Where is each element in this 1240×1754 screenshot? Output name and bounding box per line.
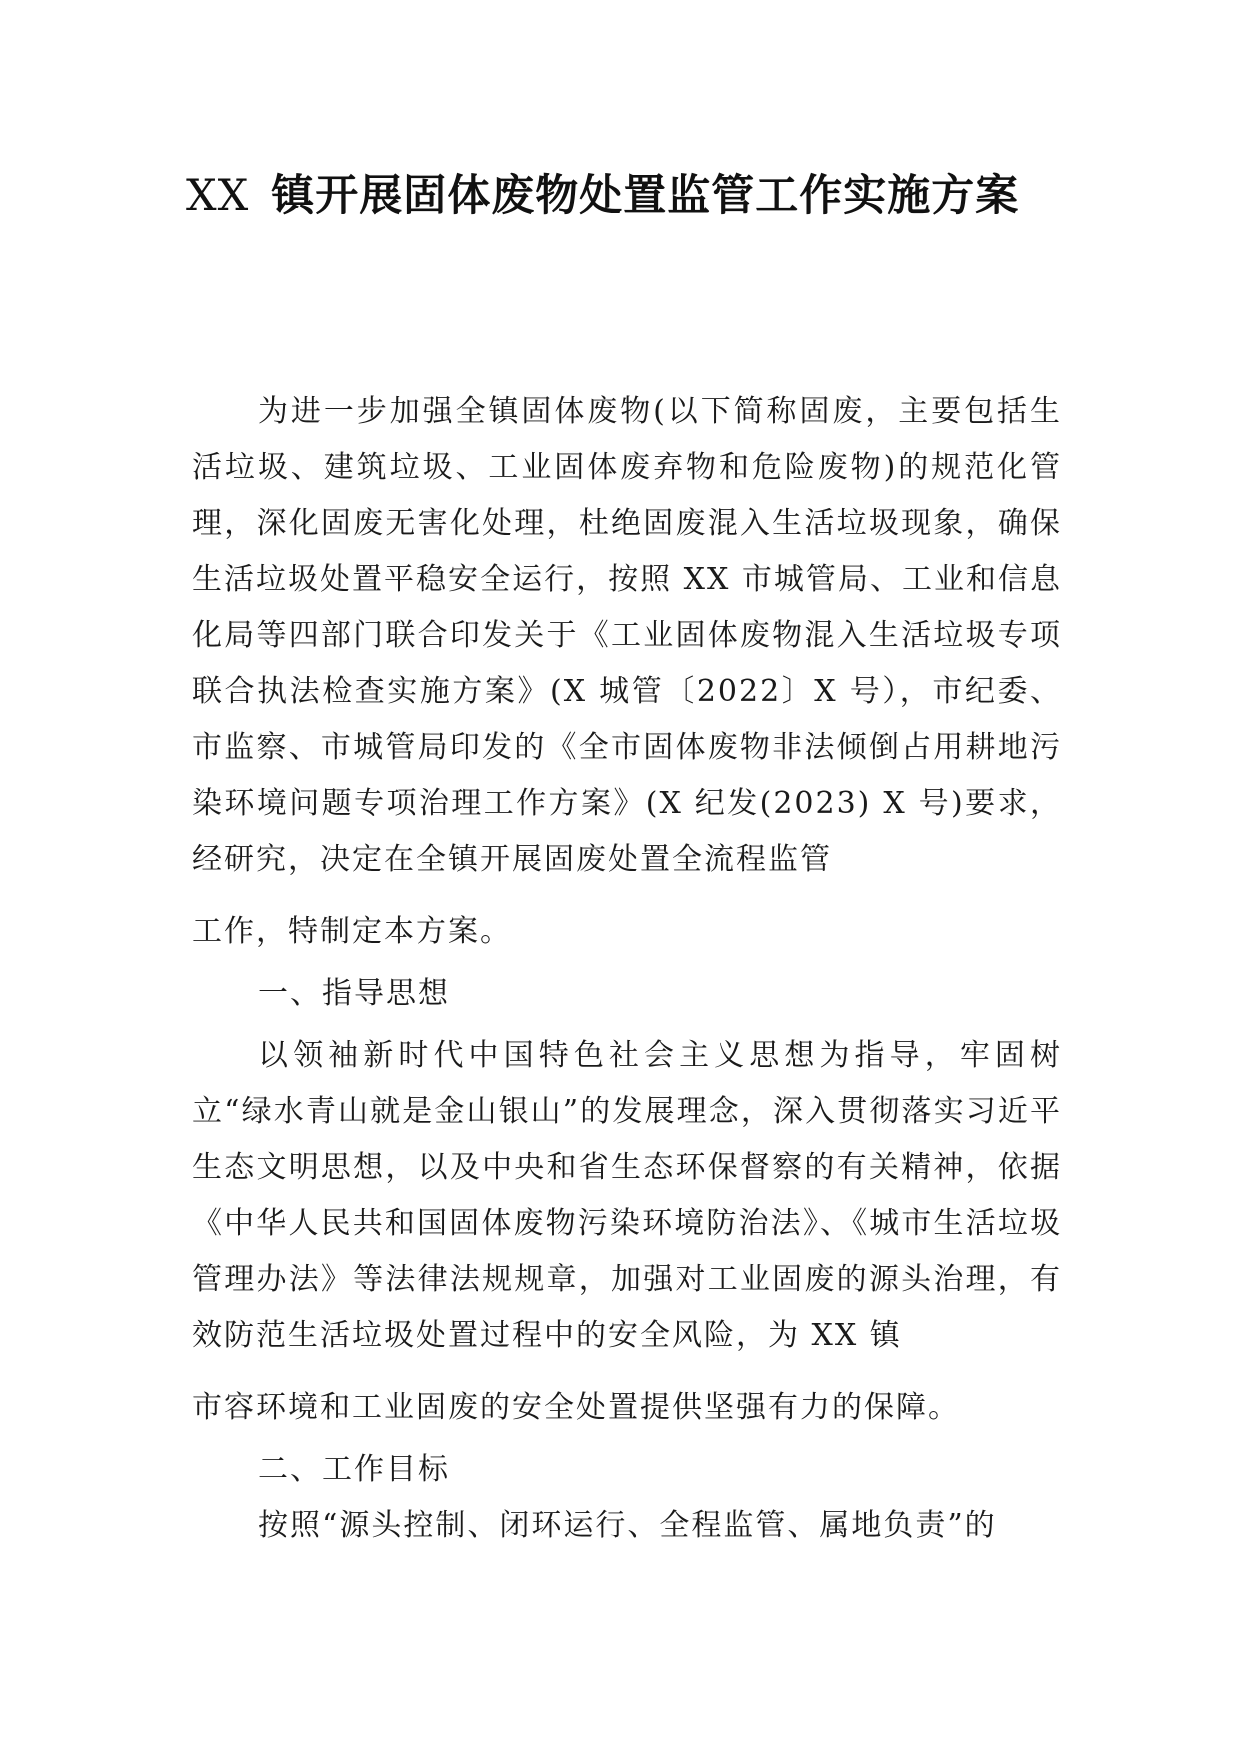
section1-paragraph: 以领袖新时代中国特色社会主义思想为指导，牢固树立“绿水青山就是金山银山”的发展理念，深入贯彻落实习近平生态文明思想，以及中央和省生态环保督察的有关精神，依据《中华人民共和国固体废物污染环境防治法》、《城市生活垃圾管理办法》等法律法规规章，加强对工业固废的源头治理，有效防范生活垃圾处置过程中的安全风险，为 XX 镇	[192, 1038, 1062, 1353]
section2-paragraph: 按照“源头控制、闭环运行、全程监管、属地负责”的	[258, 1508, 997, 1543]
title-prefix: XX	[186, 171, 250, 221]
title-main: 镇开展固体废物处置监管工作实施方案	[271, 171, 1020, 221]
document-body	[192, 384, 1062, 1554]
section-heading-work-goals: 二、工作目标	[258, 1452, 450, 1487]
intro-paragraph-tail: 工作，特制定本方案。	[192, 914, 512, 949]
intro-paragraph: 为进一步加强全镇固体废物(以下简称固废，主要包括生活垃圾、建筑垃圾、工业固体废弃物和危险废物)的规范化管理，深化固废无害化处理，杜绝固废混入生活垃圾现象，确保生活垃圾处置平稳安全运行，按照 XX 市城管局、工业和信息化局等四部门联合印发关于《工业固体废物混入生活垃圾专项联合执法检查实施方案》(X 城管〔2022〕X 号），市纪委、市监察、市城管局印发的《全市固体废物非法倾倒占用耕地污染环境问题专项治理工作方案》(X 纪发(2023) X 号)要求，经研究，决定在全镇开展固废处置全流程监管	[192, 394, 1062, 877]
section-heading-guiding-ideology: 一、指导思想	[258, 976, 450, 1011]
document-title	[186, 168, 1086, 224]
section1-paragraph-tail: 市容环境和工业固废的安全处置提供坚强有力的保障。	[192, 1390, 960, 1425]
